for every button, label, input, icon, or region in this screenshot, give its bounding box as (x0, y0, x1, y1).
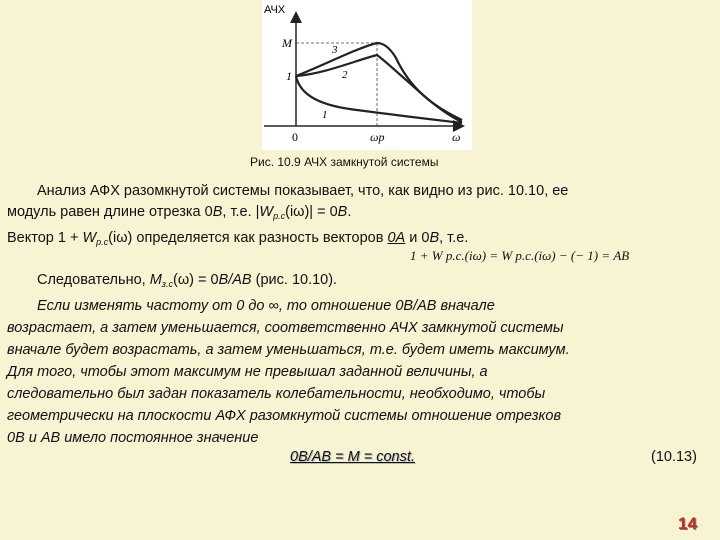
tick-label-m: M (282, 36, 292, 50)
para1-line1: Анализ АФХ разомкнутой системы показывает, что, как видно из рис. 10.10, ее (37, 183, 569, 199)
para2-line: Вектор $1 + W_{р.с}(i\omega)$ определяется как разность векторов 0A и 0B, т.е. (7, 230, 469, 247)
para4-line3: вначале будет возрастать, а затем уменьшаться, т.е. будет иметь максимум. (7, 342, 570, 358)
omega-p-label: ωр (370, 130, 385, 144)
para4-line6: геометрически на плоскости АФХ разомкнутой системы отношение отрезков (7, 408, 562, 424)
page-number: 14 (678, 514, 697, 533)
equation-10-13: 0B/AB = M = const. (290, 449, 415, 465)
para4-line4: Для того, чтобы этот максимум не превышал заданной величины, а (7, 364, 488, 380)
origin-label: 0 (292, 130, 298, 144)
curve-1 (296, 76, 462, 123)
para4-line1: Если изменять частоту от 0 до ∞, то отношение 0B/AB вначале (37, 298, 495, 314)
frequency-response-figure (262, 0, 472, 150)
curve-3-label: 3 (332, 44, 338, 56)
para4-line2: возрастает, а затем уменьшается, соответственно АЧХ замкнутой системы (7, 320, 564, 336)
omega-label: ω (452, 130, 461, 144)
para4-line5: следовательно был задан показатель колебательности, необходимо, чтобы (7, 386, 546, 402)
vector-formula: 1 + W р.с.(iω) = W р.с.(iω) − (− 1) = AB (410, 248, 630, 263)
para1-line2: модуль равен длине отрезка 0B, т.е. $|W_{р.с}(i\omega)| = 0B$. (7, 204, 352, 221)
curve-3 (296, 43, 462, 120)
para4-line7: 0B и AB имело постоянное значение (7, 430, 259, 446)
figure-caption: Рис. 10.9 АЧХ замкнутой системы (250, 155, 439, 169)
tick-label-1: 1 (286, 69, 292, 83)
para3-line: Следовательно, $M_{з.с}(\omega) = 0B/AB$ (рис. 10.10). (37, 272, 338, 289)
curve-2-label: 2 (342, 69, 348, 81)
curve-1-label: 1 (322, 109, 328, 121)
equation-number: (10.13) (651, 449, 697, 465)
y-axis-label: АЧХ (264, 4, 286, 16)
